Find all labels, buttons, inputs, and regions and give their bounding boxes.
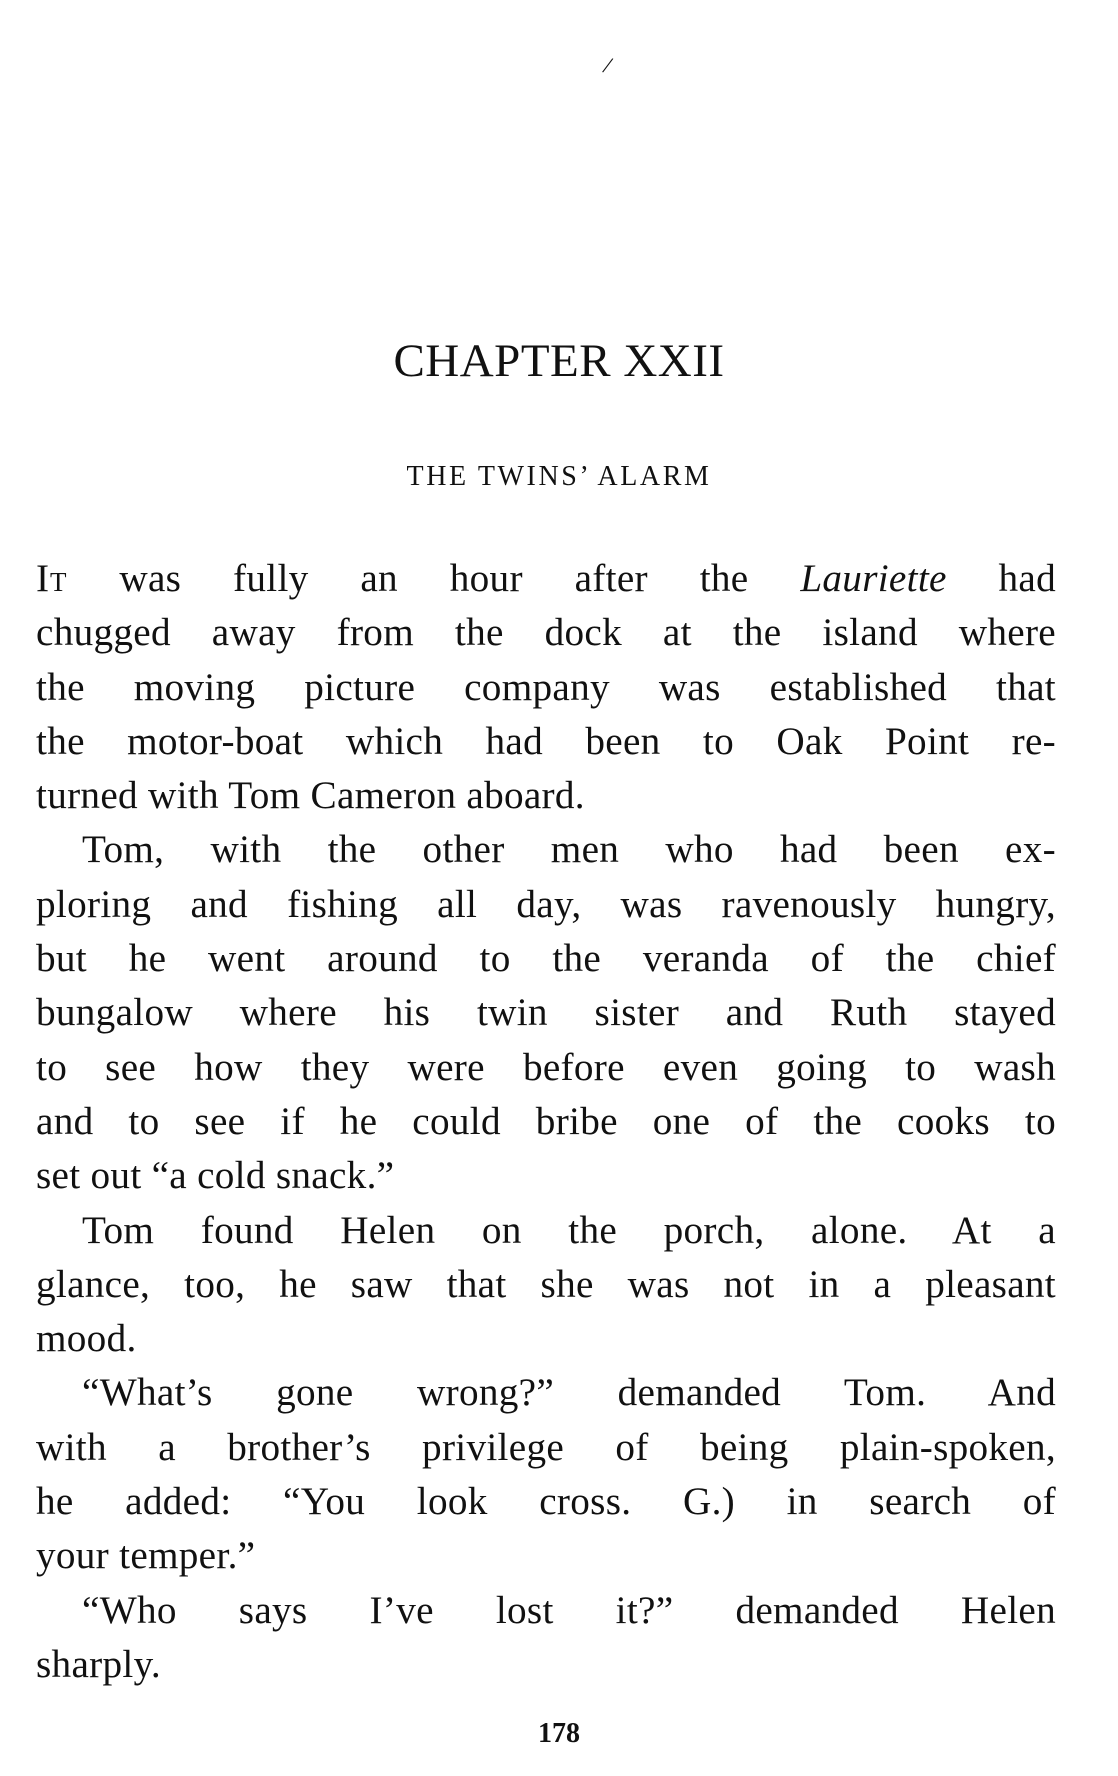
text-line-8: but he went around to the veranda of the chief: [36, 937, 1056, 981]
text-line-9: bungalow where his twin sister and Ruth stayed: [36, 991, 1056, 1035]
boat-name: Lauriette: [800, 557, 947, 600]
body-text: [36, 552, 1056, 1692]
text-line-19: your temper.”: [36, 1534, 256, 1578]
text-line-12: set out “a cold snack.”: [36, 1154, 395, 1198]
text-line-2: chugged away from the dock at the island where: [36, 611, 1056, 655]
text-line-1-part-a: was fully an hour after the: [67, 557, 801, 600]
text-line-17: with a brother’s privilege of being plain-spoken,: [36, 1425, 1056, 1469]
text-line-6: Tom, with the other men who had been ex-: [82, 828, 1056, 872]
text-line-10: to see how they were before even going to wash: [36, 1045, 1056, 1089]
text-line-1: [36, 552, 1056, 606]
text-line-21: sharply.: [36, 1642, 162, 1686]
text-line-3: the moving picture company was established that: [36, 665, 1056, 709]
text-line-13: Tom found Helen on the porch, alone. At a: [82, 1208, 1056, 1252]
text-line-15: mood.: [36, 1317, 137, 1361]
text-line-4: the motor-boat which had been to Oak Point re-: [36, 719, 1056, 763]
text-line-14: glance, too, he saw that she was not in a pleasant: [36, 1262, 1056, 1306]
page-number: 178: [538, 1718, 580, 1749]
text-line-7: ploring and fishing all day, was ravenously hungry,: [36, 882, 1056, 926]
text-line-5: turned with Tom Cameron aboard.: [36, 774, 585, 818]
chapter-title: CHAPTER XXII: [393, 335, 725, 387]
stray-ink-mark: /: [600, 52, 615, 80]
opening-word: It: [36, 557, 68, 600]
chapter-subtitle: THE TWINS’ ALARM: [406, 461, 712, 492]
text-line-20: “Who says I’ve lost it?” demanded Helen: [82, 1588, 1056, 1632]
text-line-16: “What’s gone wrong?” demanded Tom. And: [82, 1371, 1056, 1415]
text-line-18: he added: “You look cross. G.) in search of: [36, 1480, 1056, 1524]
text-line-1-part-b: had: [946, 557, 1057, 600]
text-line-11: and to see if he could bribe one of the cooks to: [36, 1099, 1056, 1143]
